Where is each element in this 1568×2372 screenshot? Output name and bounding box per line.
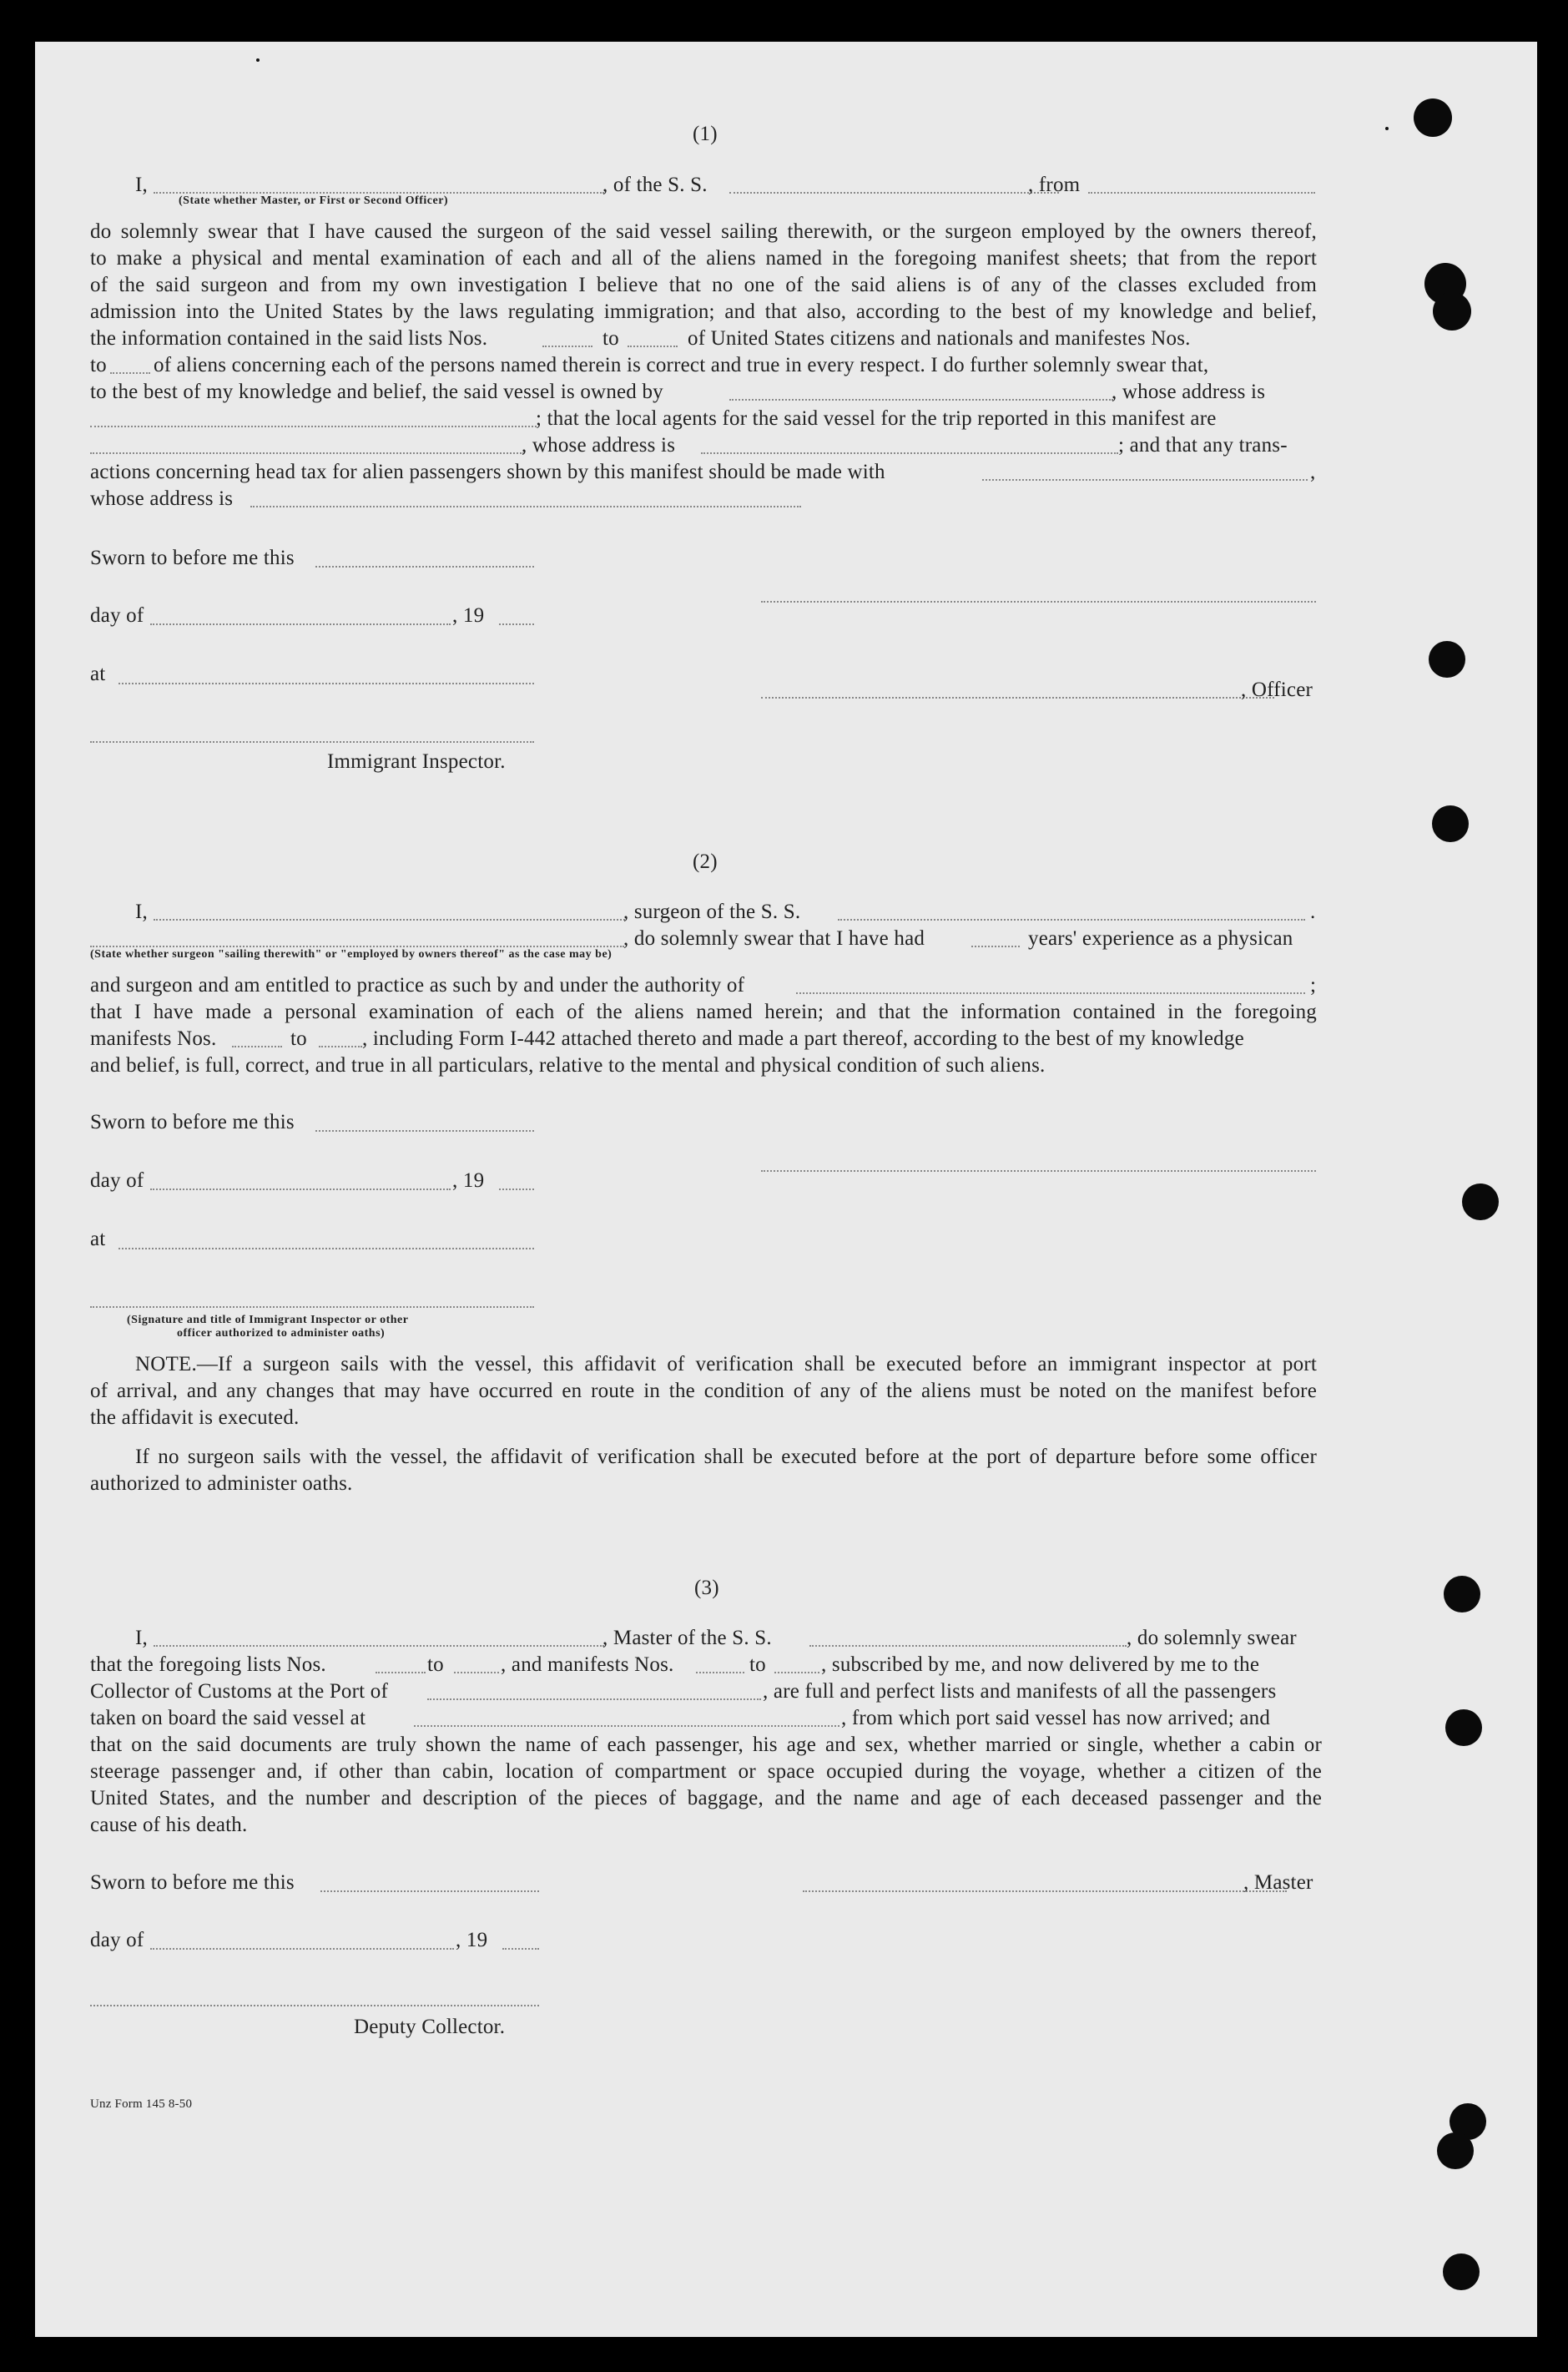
field-note: (State whether surgeon "sailing therewith" or "employed by owners thereof" as the case may be): [90, 948, 613, 961]
blank-field[interactable]: [90, 452, 524, 454]
text: of aliens concerning each of the persons named therein is correct and true in every respect. I do further solemnly swear that,: [154, 354, 1209, 376]
text: Collector of Customs at the Port of: [90, 1680, 388, 1703]
text: day of: [90, 1169, 144, 1192]
blank-field[interactable]: [502, 1948, 539, 1950]
signature-caption: Deputy Collector.: [354, 2016, 506, 2038]
text: , from which port said vessel has now arrived; and: [841, 1707, 1271, 1729]
text: .: [1310, 901, 1316, 923]
text: to the best of my knowledge and belief, the said vessel is owned by: [90, 381, 663, 403]
text: , do solemnly swear that I have had: [623, 927, 925, 950]
text: , including Form I-442 attached thereto and made a part thereof, according to the best of my knowledge: [362, 1027, 1244, 1050]
blank-field[interactable]: [90, 426, 537, 427]
blank-field[interactable]: [696, 1672, 744, 1673]
text: , whose address is: [522, 434, 676, 457]
blank-field[interactable]: [729, 192, 1059, 194]
signature-caption: (Signature and title of Immigrant Inspector or other: [127, 1314, 409, 1326]
paragraph-line: cause of his death.: [90, 1814, 248, 1836]
note-line: the affidavit is executed.: [90, 1406, 300, 1429]
text: day of: [90, 1929, 144, 1951]
blank-field[interactable]: [414, 1725, 839, 1727]
blank-field[interactable]: [628, 346, 678, 347]
signature-line[interactable]: [90, 741, 534, 743]
blank-field[interactable]: [971, 946, 1020, 947]
punch-hole: [1444, 1576, 1480, 1612]
signature-caption: Immigrant Inspector.: [327, 750, 506, 773]
speck: [1385, 127, 1389, 130]
text: Sworn to before me this: [90, 1111, 295, 1133]
note-line: If no surgeon sails with the vessel, the affidavit of verification shall be executed before at the port of departure before some officer: [135, 1446, 1317, 1468]
signature-line[interactable]: [803, 1890, 1287, 1892]
text: day of: [90, 604, 144, 627]
blank-field[interactable]: [982, 479, 1308, 481]
text: whose address is: [90, 487, 234, 510]
blank-field[interactable]: [729, 399, 1113, 401]
text: , 19: [456, 1929, 488, 1951]
blank-field[interactable]: [118, 1248, 534, 1249]
punch-hole: [1437, 2132, 1474, 2169]
text: , Master of the S. S.: [602, 1627, 772, 1649]
punch-hole: [1414, 98, 1452, 137]
text: to: [602, 327, 619, 350]
punch-hole: [1443, 2253, 1480, 2290]
text: at: [90, 1228, 106, 1250]
note-line: authorized to administer oaths.: [90, 1472, 353, 1495]
blank-field[interactable]: [499, 1189, 534, 1190]
signature-line[interactable]: [761, 601, 1316, 603]
blank-field[interactable]: [701, 452, 1118, 454]
text: the information contained in the said lists Nos.: [90, 327, 488, 350]
text: to: [90, 354, 107, 376]
blank-field[interactable]: [154, 192, 604, 194]
text: Sworn to before me this: [90, 1871, 295, 1894]
blank-field[interactable]: [499, 623, 534, 625]
punch-hole: [1429, 641, 1465, 678]
blank-field[interactable]: [154, 919, 625, 921]
text: , of the S. S.: [602, 174, 708, 196]
blank-field[interactable]: [154, 1645, 604, 1647]
text: , from: [1028, 174, 1081, 196]
paragraph-line: to make a physical and mental examination of each and all of the aliens named in the foregoing manifest sheets; that from the report: [90, 247, 1317, 270]
text: , 19: [452, 604, 485, 627]
blank-field[interactable]: [454, 1672, 499, 1673]
blank-field[interactable]: [320, 1890, 539, 1892]
paragraph-line: steerage passenger and, if other than cabin, location of compartment or space occupied during the voyage, whether a citizen of the: [90, 1760, 1322, 1783]
paragraph-line: of the said surgeon and from my own investigation I believe that no one of the said aliens is of any of the classes excluded from: [90, 274, 1317, 296]
note-line: of arrival, and any changes that may have occurred en route in the condition of any of the aliens must be noted on the manifest before: [90, 1380, 1317, 1402]
paragraph-line: do solemnly swear that I have caused the surgeon of the said vessel sailing therewith, or the surgeon employed by the owners thereof,: [90, 220, 1317, 243]
text: to: [290, 1027, 307, 1050]
text: ;: [1310, 974, 1317, 997]
text: I,: [135, 901, 148, 923]
signature-line[interactable]: [90, 1306, 534, 1308]
text: , surgeon of the S. S.: [623, 901, 801, 923]
blank-field[interactable]: [232, 1046, 282, 1047]
blank-field[interactable]: [427, 1698, 761, 1700]
paragraph-line: that I have made a personal examination of each of the aliens named herein; and that the information contained in the foregoing: [90, 1001, 1317, 1023]
text: , whose address is: [1112, 381, 1266, 403]
blank-field[interactable]: [1088, 192, 1315, 194]
text: , and manifests Nos.: [501, 1653, 674, 1676]
blank-field[interactable]: [110, 372, 150, 374]
blank-field[interactable]: [774, 1672, 819, 1673]
text: and belief, is full, correct, and true in all particulars, relative to the mental and physical condition of such aliens.: [90, 1054, 1046, 1077]
text: to: [427, 1653, 444, 1676]
text: ; and that any trans-: [1118, 434, 1288, 457]
text: , subscribed by me, and now delivered by me to the: [821, 1653, 1260, 1676]
signature-line[interactable]: [90, 2005, 539, 2006]
text: at: [90, 663, 106, 685]
text: years' experience as a physican: [1028, 927, 1293, 950]
signature-line[interactable]: [761, 1170, 1316, 1172]
text: to: [749, 1653, 766, 1676]
punch-hole: [1462, 1183, 1499, 1220]
blank-field[interactable]: [150, 1189, 451, 1190]
text: ,: [1310, 461, 1316, 483]
blank-field[interactable]: [542, 346, 592, 347]
text: actions concerning head tax for alien passengers shown by this manifest should be made with: [90, 461, 885, 483]
blank-field[interactable]: [150, 623, 451, 625]
text: of United States citizens and nationals and manifestes Nos.: [688, 327, 1191, 350]
blank-field[interactable]: [319, 1046, 362, 1047]
form-number: Unz Form 145 8-50: [90, 2097, 193, 2111]
blank-field[interactable]: [90, 946, 624, 947]
signature-caption: officer authorized to administer oaths): [177, 1327, 386, 1340]
text: , Officer: [1241, 679, 1313, 701]
section-number: (2): [693, 850, 718, 873]
blank-field[interactable]: [796, 992, 1305, 994]
note-line: NOTE.—If a surgeon sails with the vessel, this affidavit of verification shall be executed before an immigrant inspector at port: [135, 1353, 1317, 1375]
text: , do solemnly swear: [1127, 1627, 1297, 1649]
text: , Master: [1243, 1871, 1313, 1894]
blank-field[interactable]: [838, 919, 1305, 921]
form-page: [35, 42, 1537, 2337]
section-number: (3): [694, 1577, 719, 1599]
text: Sworn to before me this: [90, 547, 295, 569]
text: and surgeon and am entitled to practice as such by and under the authority of: [90, 974, 745, 997]
blank-field[interactable]: [809, 1645, 1127, 1647]
punch-hole: [1433, 292, 1471, 331]
text: taken on board the said vessel at: [90, 1707, 366, 1729]
blank-field[interactable]: [150, 1948, 454, 1950]
text: I,: [135, 174, 148, 196]
text: ; that the local agents for the said vessel for the trip reported in this manifest are: [536, 407, 1217, 430]
field-note: (State whether Master, or First or Second Officer): [179, 194, 449, 207]
paragraph-line: United States, and the number and description of the pieces of baggage, and the name and age of each deceased passenger and the: [90, 1787, 1322, 1809]
blank-field[interactable]: [315, 566, 534, 568]
text: , 19: [452, 1169, 485, 1192]
blank-field[interactable]: [118, 683, 534, 684]
section-number: (1): [693, 123, 718, 145]
speck: [256, 58, 260, 62]
blank-field[interactable]: [250, 506, 801, 507]
punch-hole: [1445, 1709, 1482, 1746]
blank-field[interactable]: [315, 1130, 534, 1132]
signature-line[interactable]: [761, 697, 1274, 699]
text: , are full and perfect lists and manifests of all the passengers: [763, 1680, 1277, 1703]
blank-field[interactable]: [376, 1672, 426, 1673]
punch-hole: [1432, 805, 1469, 842]
paragraph-line: admission into the United States by the laws regulating immigration; and that also, according to the best of my knowledge and belief,: [90, 300, 1317, 323]
text: manifests Nos.: [90, 1027, 217, 1050]
paragraph-line: that on the said documents are truly shown the name of each passenger, his age and sex, whether married or single, whether a cabin or: [90, 1734, 1322, 1756]
text: I,: [135, 1627, 148, 1649]
text: that the foregoing lists Nos.: [90, 1653, 326, 1676]
